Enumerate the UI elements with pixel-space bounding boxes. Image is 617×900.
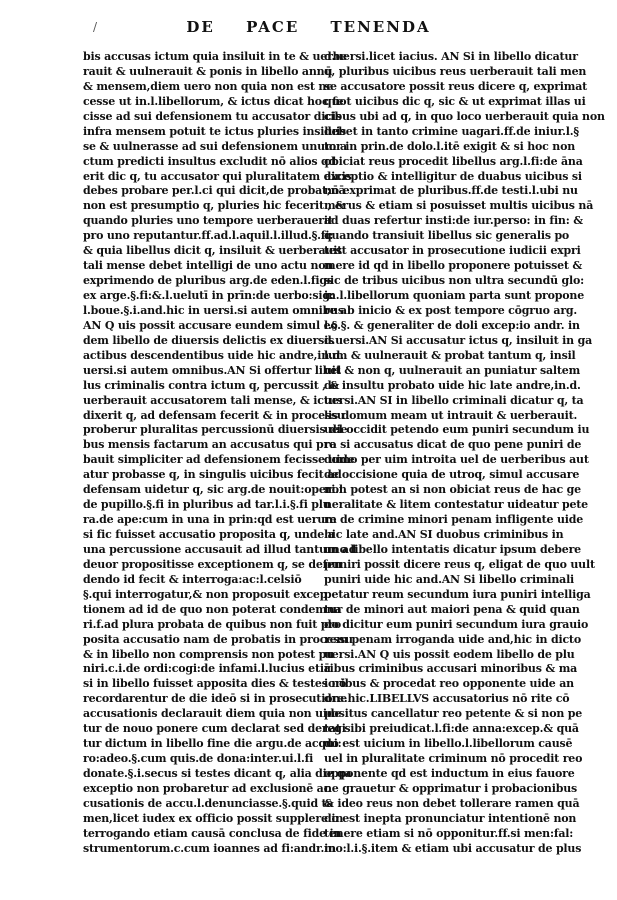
text-line: dem libello de diuersis delictis ex diuersis [83,333,335,347]
text-line: cusationis de accu.l.denunciasse.§.quid ta [83,796,334,810]
text-line: una percussione accusauit ad illud tantum ad [83,542,357,556]
text-line: niri.c.i.de ordi:cogi:de infami.l.lucius etiā [83,662,331,676]
text-line: atur probasse q, in singulis uicibus fecit ad [83,468,342,482]
text-line: in.l.libellorum quoniam parta sunt propone [324,289,585,302]
text-line: rem penam irroganda uide and,hic in dicto [324,632,581,646]
text-line: tur de nouo ponere cum declarat sed deregi [83,722,346,736]
text-line: tionem ad id de quo non poterat condemna [83,602,342,616]
text-line: do dicitur eum puniri secundum iura grauio [324,617,589,631]
text-line: petatur reum secundum iura puniri intelliga [324,587,591,601]
text-line: puniri possit dicere reus q, eligat de quo uult [324,557,595,571]
text-line: & quia libellus dicit q, insiluit & uerberauit [83,244,343,258]
text-line: & in libello non comprensis non potest pu [83,647,334,661]
text-line: d.uersi.licet iacius. AN Si in libello dicatur [324,50,578,63]
text-line: non est presumptio q, pluries hic fecerit , & [83,199,345,213]
text-line: uno libello intentatis dicatur ipsum debere [324,542,581,556]
text-line: dendo id fecit & interroga:ac:l.celsiō [83,572,302,586]
text-line: ctum predicti insultus excludit nō alios qd [83,154,337,168]
text-line: sic de tribus uicibus non ultra secundū glo: [324,274,584,288]
text-line: AN Q uis possit accusare eundem simul eo [83,318,338,332]
text-line: bus mensis factarum an accusatus qui pro [83,438,337,452]
text-line: lis domum meam ut intrauit & uerberauit. [324,408,578,422]
right-text-column [324,50,605,857]
text-line: mere id qd in libello proponere potuisset & [324,259,583,273]
text-line: ri.f.ad plura probata de quibus non fuit pro [83,617,342,631]
text-line: ioribus & procedat reo opponente uide an [324,677,574,691]
text-line: proberur pluralitas percussionū diuersis die [83,423,348,437]
text-line: q, pluribus uicibus reus uerberauit tali men [324,64,587,78]
text-line: exceptio & intelligitur de duabus uicibus si [324,169,582,183]
left-text-column [83,50,357,857]
text-line: l.§.§. & generaliter de doli excep:io andr. in [324,318,580,332]
text-line: neralitate & litem contestatur uideatur pete [324,498,588,512]
text-line: d.uersi.AN Si accusatur ictus q, insiluit in ga [324,333,592,347]
text-line: tor in prin.de dolo.l.itē exigit & si hoc non [324,139,576,153]
running-head-word: TENENDA [330,18,431,36]
text-line: §.qui interrogatur,& non proposuit excep [83,587,328,601]
text-line: ra.de ape:cum in una in prin:qd est uerum [83,513,337,527]
text-line: opponente qd est inductum in eius fauore [324,767,575,780]
text-line: ex arge.§.fi:&.l.uelutī in prīn:de uerbo:sig: [83,289,334,302]
text-line: men,licet iudex ex officio possit supplere in [83,811,344,825]
text-line: cesse ut in.l.libellorum, & ictus dicat hoc fe [83,94,344,108]
text-line: re ab inicio & ex post tempore cōgruo arg. [324,303,578,317]
text-line: ad duas refertur insti:de iur.perso: in fin: & [324,214,583,228]
text-line: tur de minori aut maiori pena & quid quan [324,602,580,616]
text-line: test accusator in prosecutione iudicii expri [324,244,581,258]
running-head-word: PACE [246,18,300,36]
text-line: rauit & uulnerauit & ponis in libello annū [83,64,333,78]
text-line: & mensem,diem uero non quia non est ne [83,79,333,93]
text-line: uersi.AN Q uis possit eodem libello de plu [324,647,575,661]
text-line: quando transiuit libellus sic generalis po [324,229,570,243]
text-line: do est inepta pronunciatur intentionē non [324,811,577,825]
text-line: & ideo reus non debet tollerare ramen quā [324,796,580,810]
text-line: l.boue.§.i.and.hic in uersi.si autem omnibus [83,303,344,317]
text-line: de occisione quia de utroq, simul accusare [324,468,580,482]
text-line: si in libello fuisset apposita dies & testes nō [83,677,347,691]
text-line: obiciat reus procedit libellus arg.l.fi:de āna [324,154,583,168]
text-line: deuor propositisse exceptionem q, se defen [83,557,342,571]
text-line: quando pluries uno tempore uerberauerit [83,214,333,228]
text-line: uel occidit petendo eum puniri secundum iu [324,423,590,437]
text-line: ne grauetur & opprimatur i probacionibus [324,781,577,795]
text-line: quot uicibus dic q, sic & ut exprimat illas ui [324,94,586,108]
text-line: posita accusatio nam de probatis in processu [83,632,353,646]
text-line: puniri uide hic and.AN Si libello criminali [324,572,575,586]
text-line: dixerit q, ad defensam fecerit & in processu [83,408,345,422]
text-line: dre.hic.LIBELLVS accusatorius nō rite cō [324,692,570,706]
text-line: exprimendo de pluribus arg.de eden.l.figs [83,274,333,288]
text-line: do est uicium in libello.l.libellorum causē [324,737,573,751]
text-line: uerberauit accusatorem tali mense, & ictus [83,393,343,407]
text-line: tat sibi preiudicat.l.fi:de anna:excep.& quā [324,722,579,736]
text-line: tenere etiam si nō opponitur.ff.si men:fal: [324,826,574,840]
text-line: uit & non q, uulnerauit an puniatur saltem [324,363,581,377]
text-line: de insultu probato uide hic late andre,in.d. [324,378,581,392]
text-line: tur dictum in libello fine die argu.de acqui: [83,737,342,751]
text-line: accusationis declarauit diem quia non uide [83,707,342,721]
text-line: infra mensem potuit te ictus pluries insiluis [83,124,346,138]
text-line: debes probare per.l.ci qui dicit,de probat;nā [83,184,346,198]
text-line: debet in tanto crimine uagari.ff.de iniur.l.§ [324,124,579,138]
text-line: ro:adeo.§.cum quis.de dona:inter.ui.l.fi [83,752,314,766]
text-line: merus & etiam si posuisset multis uicibus nā [324,199,594,213]
text-line: exceptio non probaretur ad exclusionē ac [83,781,331,795]
text-line: donate.§.i.secus si testes dicant q, alia die qa [83,767,352,780]
text-line: ribus criminibus accusari minoribus & ma [324,662,578,676]
text-line: bis accusas ictum quia insiluit in te & uerbe [83,50,347,63]
text-line: se & uulnerasse ad sui defensionem unum a [83,139,347,153]
running-head [0,18,617,36]
text-line: recordarentur de die ideō si in prosecutione [83,692,347,706]
text-line: mo:l.i.§.item & etiam ubi accusatur de plus [324,841,582,855]
text-line: tali mense debet intelligi de uno actu non [83,259,334,273]
text-line: nō exprimat de pluribus.ff.de testi.l.ubi nu [324,184,578,198]
text-line: se accusatore possit reus dicere q, exprimat [324,79,588,93]
text-line: re de crimine minori penam infligente uide [324,513,584,527]
text-line: cibus ubi ad q, in quo loco uerberauit quia non [324,109,605,123]
text-line: erit dic q, tu accusator qui pluralitatem dicis [83,169,352,183]
text-line: si fic fuisset accusatio proposita q, unde a [83,528,335,541]
text-line: defensam uidetur q, sic arg.de nouit:operi.l. [83,483,347,497]
text-line: bauit simpliciter ad defensionem fecisse uide [83,453,355,467]
text-line: positus cancellatur reo petente & si non pe [324,707,583,721]
text-line: de pupillo.§.fi in pluribus ad tar.l.i.§.fi plu [83,498,331,512]
text-line: hic late and.AN SI duobus criminibus in [324,528,564,541]
text-line: uel in pluralitate criminum nō procedit reo [324,752,583,766]
text-line: non potest an si non obiciat reus de hac ge [324,483,581,497]
text-line: lus criminalis contra ictum q, percussit , & [83,378,340,392]
text-line: uersi.AN SI in libello criminali dicatur q, ta [324,393,584,407]
running-head-word: DE [186,18,215,36]
text-line: pro uno reputantur.ff.ad.l.aquil.l.illud.§.fi: [83,229,334,243]
text-line: ra si accusatus dicat de quo pene puniri de [324,438,582,452]
text-line: cisse ad sui defensionem tu accusator dicis [83,109,342,123]
corner-mark: / [93,20,98,34]
text-line: domo per uim introita uel de uerberibus aut [324,453,589,467]
text-line: strumentorum.c.cum ioannes ad fi:andr.in [83,841,336,855]
text-line: terrogando etiam causā conclusa de fide in [83,826,342,840]
text-line: actibus descendentibus uide hic andre,in.d. [83,348,344,362]
text-line: uersi.si autem omnibus.AN Si offertur libel [83,363,342,377]
text-line: lum & uulnerauit & probat tantum q, insil [324,348,576,362]
